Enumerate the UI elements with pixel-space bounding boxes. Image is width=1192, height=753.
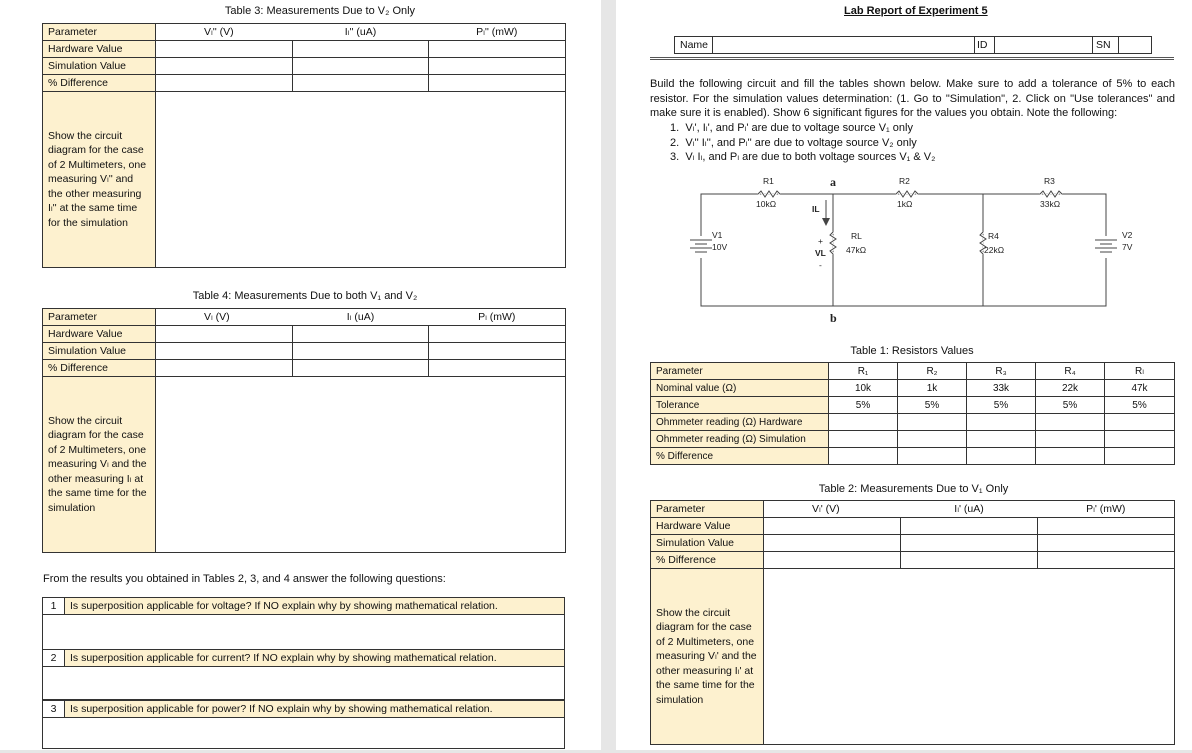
table3-header-il: Iₗ'' (uA) <box>293 24 429 41</box>
table1-cell[interactable]: 22k <box>1036 380 1105 397</box>
table4-row-label: % Difference <box>43 360 156 377</box>
table2-row-label: Hardware Value <box>651 518 764 535</box>
question-text: Is superposition applicable for voltage? If NO explain why by showing mathematical relation. <box>65 598 565 615</box>
table1-cell[interactable] <box>1036 431 1105 448</box>
table4-header-pl: Pₗ (mW) <box>429 309 566 326</box>
plus-sign: + <box>818 236 823 246</box>
table4-cell[interactable] <box>429 326 566 343</box>
table2-header-pl: Pₗ' (mW) <box>1038 501 1175 518</box>
table2-cell[interactable] <box>764 518 901 535</box>
table3-circuit-area[interactable] <box>156 92 566 268</box>
table3-header-param: Parameter <box>43 24 156 41</box>
table4-cell[interactable] <box>293 360 429 377</box>
table4-cell[interactable] <box>293 343 429 360</box>
table1-cell[interactable] <box>829 431 898 448</box>
table2-cell[interactable] <box>1038 535 1175 552</box>
question-1 <box>42 597 565 650</box>
table2-cell[interactable] <box>1038 518 1175 535</box>
table4-header-il: Iₗ (uA) <box>293 309 429 326</box>
table3 <box>42 23 566 268</box>
table3-cell[interactable] <box>293 41 429 58</box>
table1-row-label: Tolerance <box>651 397 829 414</box>
table3-row-label: % Difference <box>43 75 156 92</box>
table1-cell[interactable]: 1k <box>898 380 967 397</box>
table2-header-param: Parameter <box>651 501 764 518</box>
table4-row-label: Simulation Value <box>43 343 156 360</box>
r2-label: R2 <box>899 176 910 186</box>
table2-cell[interactable] <box>1038 552 1175 569</box>
table3-cell[interactable] <box>293 58 429 75</box>
table1-header: R₄ <box>1036 363 1105 380</box>
table2-title: Table 2: Measurements Due to V₁ Only <box>818 483 1009 495</box>
table3-cell[interactable] <box>429 41 566 58</box>
table3-cell[interactable] <box>156 41 293 58</box>
table1-header-param: Parameter <box>651 363 829 380</box>
table1-cell[interactable] <box>967 414 1036 431</box>
table1-cell[interactable] <box>898 414 967 431</box>
table2-row-label: Simulation Value <box>651 535 764 552</box>
table4-circuit-label: Show the circuit diagram for the case of 2 Multimeters, one measuring Vₗ and the other measuring Iₗ at the same time for the simulation <box>43 377 156 553</box>
v2-value: 7V <box>1122 242 1133 252</box>
table1-cell[interactable] <box>829 414 898 431</box>
table2-circuit-label: Show the circuit diagram for the case of 2 Multimeters, one measuring Vₗ' and the other measuring Iₗ' at the same time for the simulation <box>651 569 764 745</box>
table3-header-vl: Vₗ'' (V) <box>156 24 293 41</box>
table4 <box>42 308 566 553</box>
question-3 <box>42 700 565 749</box>
id-label: ID <box>975 37 995 54</box>
table2 <box>650 500 1175 745</box>
table1-cell[interactable]: 5% <box>898 397 967 414</box>
il-label: IL <box>812 204 820 214</box>
table1-cell[interactable]: 33k <box>967 380 1036 397</box>
table4-cell[interactable] <box>429 343 566 360</box>
table3-header-pl: Pₗ'' (mW) <box>429 24 566 41</box>
table1-cell[interactable]: 5% <box>1036 397 1105 414</box>
questions-intro: From the results you obtained in Tables 2, 3, and 4 answer the following questions: <box>43 573 446 585</box>
r1-label: R1 <box>763 176 774 186</box>
minus-sign: - <box>819 260 822 270</box>
r3-value: 33kΩ <box>1040 199 1061 209</box>
table1-cell[interactable] <box>967 431 1036 448</box>
table1-title: Table 1: Resistors Values <box>850 345 974 357</box>
note-item: 1. Vₗ', Iₗ', and Pₗ' are due to voltage source V₁ only <box>670 122 913 134</box>
question-number: 1 <box>43 598 65 615</box>
table4-cell[interactable] <box>156 360 293 377</box>
r2-value: 1kΩ <box>897 199 913 209</box>
table4-row-label: Hardware Value <box>43 326 156 343</box>
answer-area[interactable] <box>43 615 565 650</box>
table4-cell[interactable] <box>293 326 429 343</box>
table1-header: R₁ <box>829 363 898 380</box>
rl-value: 47kΩ <box>846 245 867 255</box>
table3-row-label: Simulation Value <box>43 58 156 75</box>
table2-cell[interactable] <box>901 518 1038 535</box>
table2-header-il: Iₗ' (uA) <box>901 501 1038 518</box>
table1-cell[interactable] <box>1105 414 1175 431</box>
table4-title: Table 4: Measurements Due to both V₁ and V₂ <box>192 290 418 302</box>
note-item: 2. Vₗ'' Iₗ'', and Pₗ'' are due to voltage source V₂ only <box>670 136 917 149</box>
table3-cell[interactable] <box>429 58 566 75</box>
question-2 <box>42 649 565 700</box>
table1-cell[interactable] <box>1105 448 1175 465</box>
table2-cell[interactable] <box>764 535 901 552</box>
rl-label: RL <box>851 231 862 241</box>
name-label: Name <box>675 37 713 54</box>
answer-area[interactable] <box>43 718 565 749</box>
table1 <box>650 362 1175 465</box>
table1-cell[interactable]: 5% <box>1105 397 1175 414</box>
table1-cell[interactable]: 5% <box>967 397 1036 414</box>
table1-header: R₂ <box>898 363 967 380</box>
table1-cell[interactable] <box>1036 448 1105 465</box>
node-a: a <box>830 175 836 189</box>
r4-value: 22kΩ <box>984 245 1005 255</box>
v1-value: 10V <box>712 242 728 252</box>
table4-header-param: Parameter <box>43 309 156 326</box>
circuit-diagram <box>616 0 1192 330</box>
answer-area[interactable] <box>43 667 565 700</box>
table1-cell[interactable] <box>898 448 967 465</box>
v1-label: V1 <box>712 230 723 240</box>
table2-row-label: % Difference <box>651 552 764 569</box>
table4-circuit-area[interactable] <box>156 377 566 553</box>
question-number: 2 <box>43 650 65 667</box>
table1-cell[interactable] <box>829 448 898 465</box>
table1-row-label: % Difference <box>651 448 829 465</box>
table3-cell[interactable] <box>156 58 293 75</box>
table2-header-vl: Vₗ' (V) <box>764 501 901 518</box>
table2-cell[interactable] <box>764 552 901 569</box>
table1-header: Rₗ <box>1105 363 1175 380</box>
instructions: Build the following circuit and fill the tables shown below. Make sure to add a tolerance of 5% to each resistor. For the simulation values determination: (1. Go to "Simulation", 2. Click on "Use tolerances" and make sure it is enabled). Show 6 significant figures for the values you obtain. Note the following: <box>650 78 1175 119</box>
table2-circuit-area[interactable] <box>764 569 1175 745</box>
r1-value: 10kΩ <box>756 199 777 209</box>
question-number: 3 <box>43 701 65 718</box>
v2-label: V2 <box>1122 230 1133 240</box>
table3-cell[interactable] <box>156 75 293 92</box>
r4-label: R4 <box>988 231 999 241</box>
vl-label: VL <box>815 248 826 258</box>
table3-title: Table 3: Measurements Due to V₂ Only <box>224 5 416 17</box>
table3-cell[interactable] <box>429 75 566 92</box>
table4-cell[interactable] <box>156 326 293 343</box>
circuit-wire <box>701 194 1106 306</box>
table2-cell[interactable] <box>901 535 1038 552</box>
table1-cell[interactable]: 47k <box>1105 380 1175 397</box>
right-page <box>616 0 1192 750</box>
table3-cell[interactable] <box>293 75 429 92</box>
table1-row-label: Ohmmeter reading (Ω) Simulation <box>651 431 829 448</box>
table1-cell[interactable] <box>967 448 1036 465</box>
report-title: Lab Report of Experiment 5 <box>844 5 988 17</box>
table1-cell[interactable]: 10k <box>829 380 898 397</box>
question-text: Is superposition applicable for current? If NO explain why by showing mathematical relation. <box>65 650 565 667</box>
table1-cell[interactable]: 5% <box>829 397 898 414</box>
table1-header: R₃ <box>967 363 1036 380</box>
node-b: b <box>830 311 837 325</box>
table1-row-label: Nominal value (Ω) <box>651 380 829 397</box>
table1-row-label: Ohmmeter reading (Ω) Hardware <box>651 414 829 431</box>
table3-circuit-label: Show the circuit diagram for the case of 2 Multimeters, one measuring Vₗ'' and the other measuring Iₗ'' at the same time for the simulation <box>43 92 156 268</box>
table2-cell[interactable] <box>901 552 1038 569</box>
table3-row-label: Hardware Value <box>43 41 156 58</box>
question-text: Is superposition applicable for power? If NO explain why by showing mathematical relation. <box>65 701 565 718</box>
table1-cell[interactable] <box>898 431 967 448</box>
r3-label: R3 <box>1044 176 1055 186</box>
table1-cell[interactable] <box>1105 431 1175 448</box>
table1-cell[interactable] <box>1036 414 1105 431</box>
table4-header-vl: Vₗ (V) <box>156 309 293 326</box>
table4-cell[interactable] <box>156 343 293 360</box>
table4-cell[interactable] <box>429 360 566 377</box>
sn-label: SN <box>1093 37 1119 54</box>
note-item: 3. Vₗ Iₗ, and Pₗ are due to both voltage sources V₁ & V₂ <box>670 151 936 163</box>
